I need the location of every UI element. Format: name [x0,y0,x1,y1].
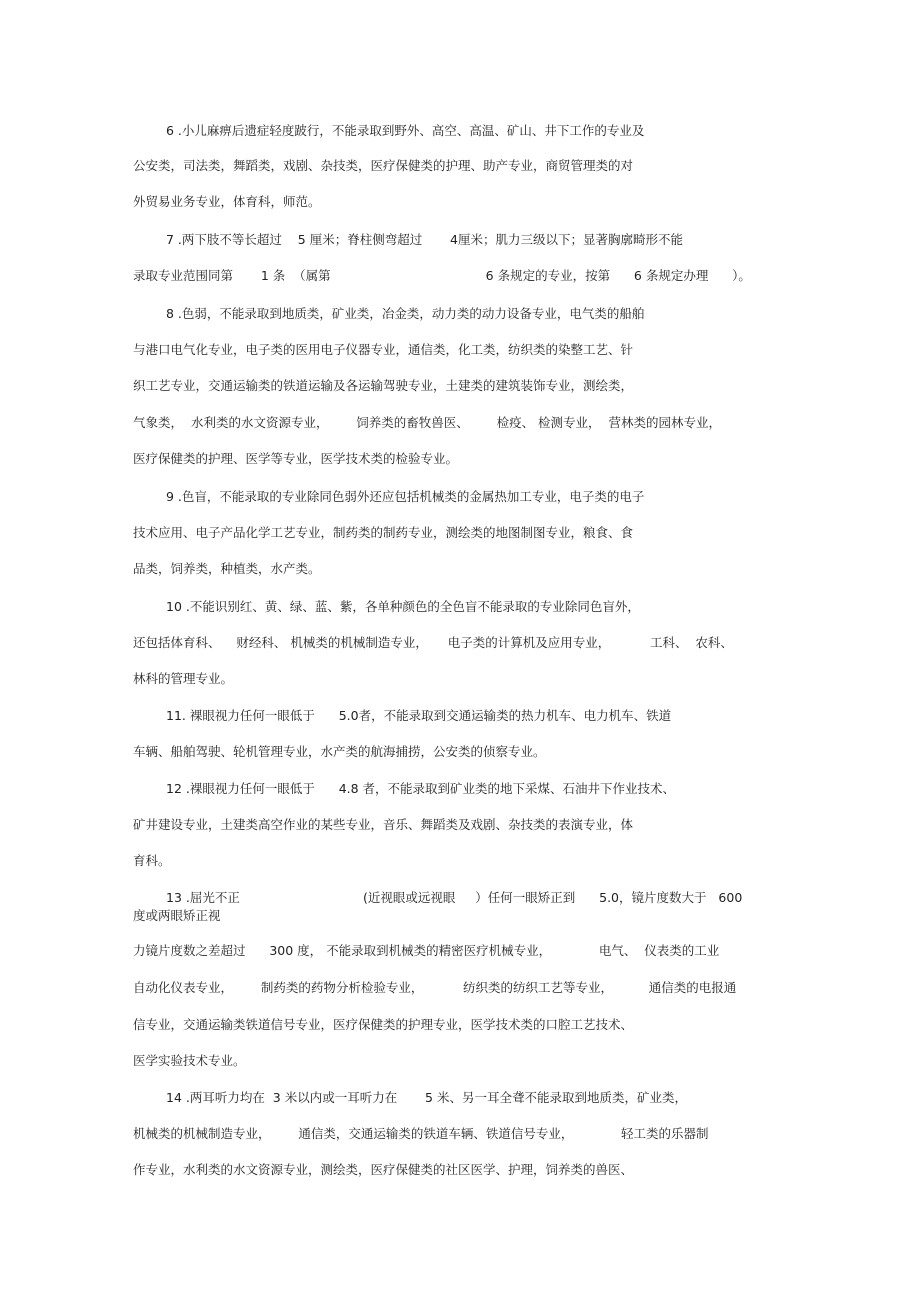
item-8-line: 8 .色弱，不能录取到地质类，矿业类，冶金类，动力类的动力设备专业，电气类的船舶 [166,306,645,321]
item-10-line: 10 .不能识别红、黄、绿、蓝、紫，各单种颜色的全色盲不能录取的专业除同色盲外， [166,599,640,614]
text-line: 外贸易业务专业，体育科，师范。 [133,194,321,209]
text-line: 育科。 [133,853,171,868]
text-line: 矿井建设专业，土建类高空作业的某些专业，音乐、舞蹈类及戏剧、杂技类的表演专业，体 [133,817,634,832]
item-13-line: 13 .屈光不正 (近视眼或远视眼 ）任何一眼矫正到 5.0，镜片度数大于 600 [166,890,743,905]
item-6-line: 6 .小儿麻痹后遗症轻度跛行，不能录取到野外、高空、高温、矿山、井下工作的专业及 [166,123,645,138]
text-line: 品类，饲养类，种植类，水产类。 [133,561,321,576]
item-14-line: 14 .两耳听力均在 3 米以内或一耳听力在 5 米、另一耳全聋不能录取到地质类，矿业类， [166,1090,687,1105]
text-line: 技术应用、电子产品化学工艺专业，制药类的制药专业，测绘类的地图制图专业，粮食、食 [133,525,634,540]
text-line: 织工艺专业，交通运输类的铁道运输及各运输驾驶专业，土建类的建筑装饰专业，测绘类， [133,378,634,393]
text-line: 医学实验技术专业。 [133,1053,246,1068]
item-7-line: 7 .两下肢不等长超过 5 厘米；脊柱侧弯超过 4厘米；肌力三级以下；显著胸廓畸形不能 [166,232,683,247]
text-line: 还包括体育科、 财经科、 机械类的机械制造专业， 电子类的计算机及应用专业， 工科、 农科、 [133,635,733,650]
text-line: 力镜片度数之差超过 300 度， 不能录取到机械类的精密医疗机械专业， 电气、 仪表类的工业 [133,943,720,958]
text-line: 度或两眼矫正视 [133,908,221,923]
text-line: 自动化仪表专业， 制药类的药物分析检验专业， 纺织类的纺织工艺等专业， 通信类的电报通 [133,980,737,995]
text-line: 作专业，水利类的水文资源专业，测绘类，医疗保健类的社区医学、护理，饲养类的兽医、 [133,1162,634,1177]
text-line: 医疗保健类的护理、医学等专业，医学技术类的检验专业。 [133,451,459,466]
text-line: 公安类，司法类，舞蹈类，戏剧、杂技类，医疗保健类的护理、助产专业，商贸管理类的对 [133,158,634,173]
text-line: 车辆、船舶驾驶、轮机管理专业，水产类的航海捕捞，公安类的侦察专业。 [133,744,546,759]
text-line: 林科的管理专业。 [133,671,234,686]
item-12-line: 12 .裸眼视力任何一眼低于 4.8 者，不能录取到矿业类的地下采煤、石油井下作业技术、 [166,781,676,796]
text-line: 机械类的机械制造专业， 通信类，交通运输类的铁道车辆、铁道信号专业， 轻工类的乐器制 [133,1126,709,1141]
text-line: 信专业，交通运输类铁道信号专业，医疗保健类的护理专业，医学技术类的口腔工艺技术、 [133,1017,634,1032]
text-line: 气象类， 水利类的水文资源专业， 饲养类的畜牧兽医、 检疫、 检测专业， 营林类的园林专业， [133,415,721,430]
item-11-line: 11. 裸眼视力任何一眼低于 5.0者，不能录取到交通运输类的热力机车、电力机车、铁道 [166,708,672,723]
text-line: 录取专业范围同第 1 条 （属第 6 条规定的专业，按第 6 条规定办理 ）。 [133,268,751,283]
item-9-line: 9 .色盲，不能录取的专业除同色弱外还应包括机械类的金属热加工专业，电子类的电子 [166,489,645,504]
text-line: 与港口电气化专业，电子类的医用电子仪器专业，通信类，化工类，纺织类的染整工艺、针 [133,342,634,357]
